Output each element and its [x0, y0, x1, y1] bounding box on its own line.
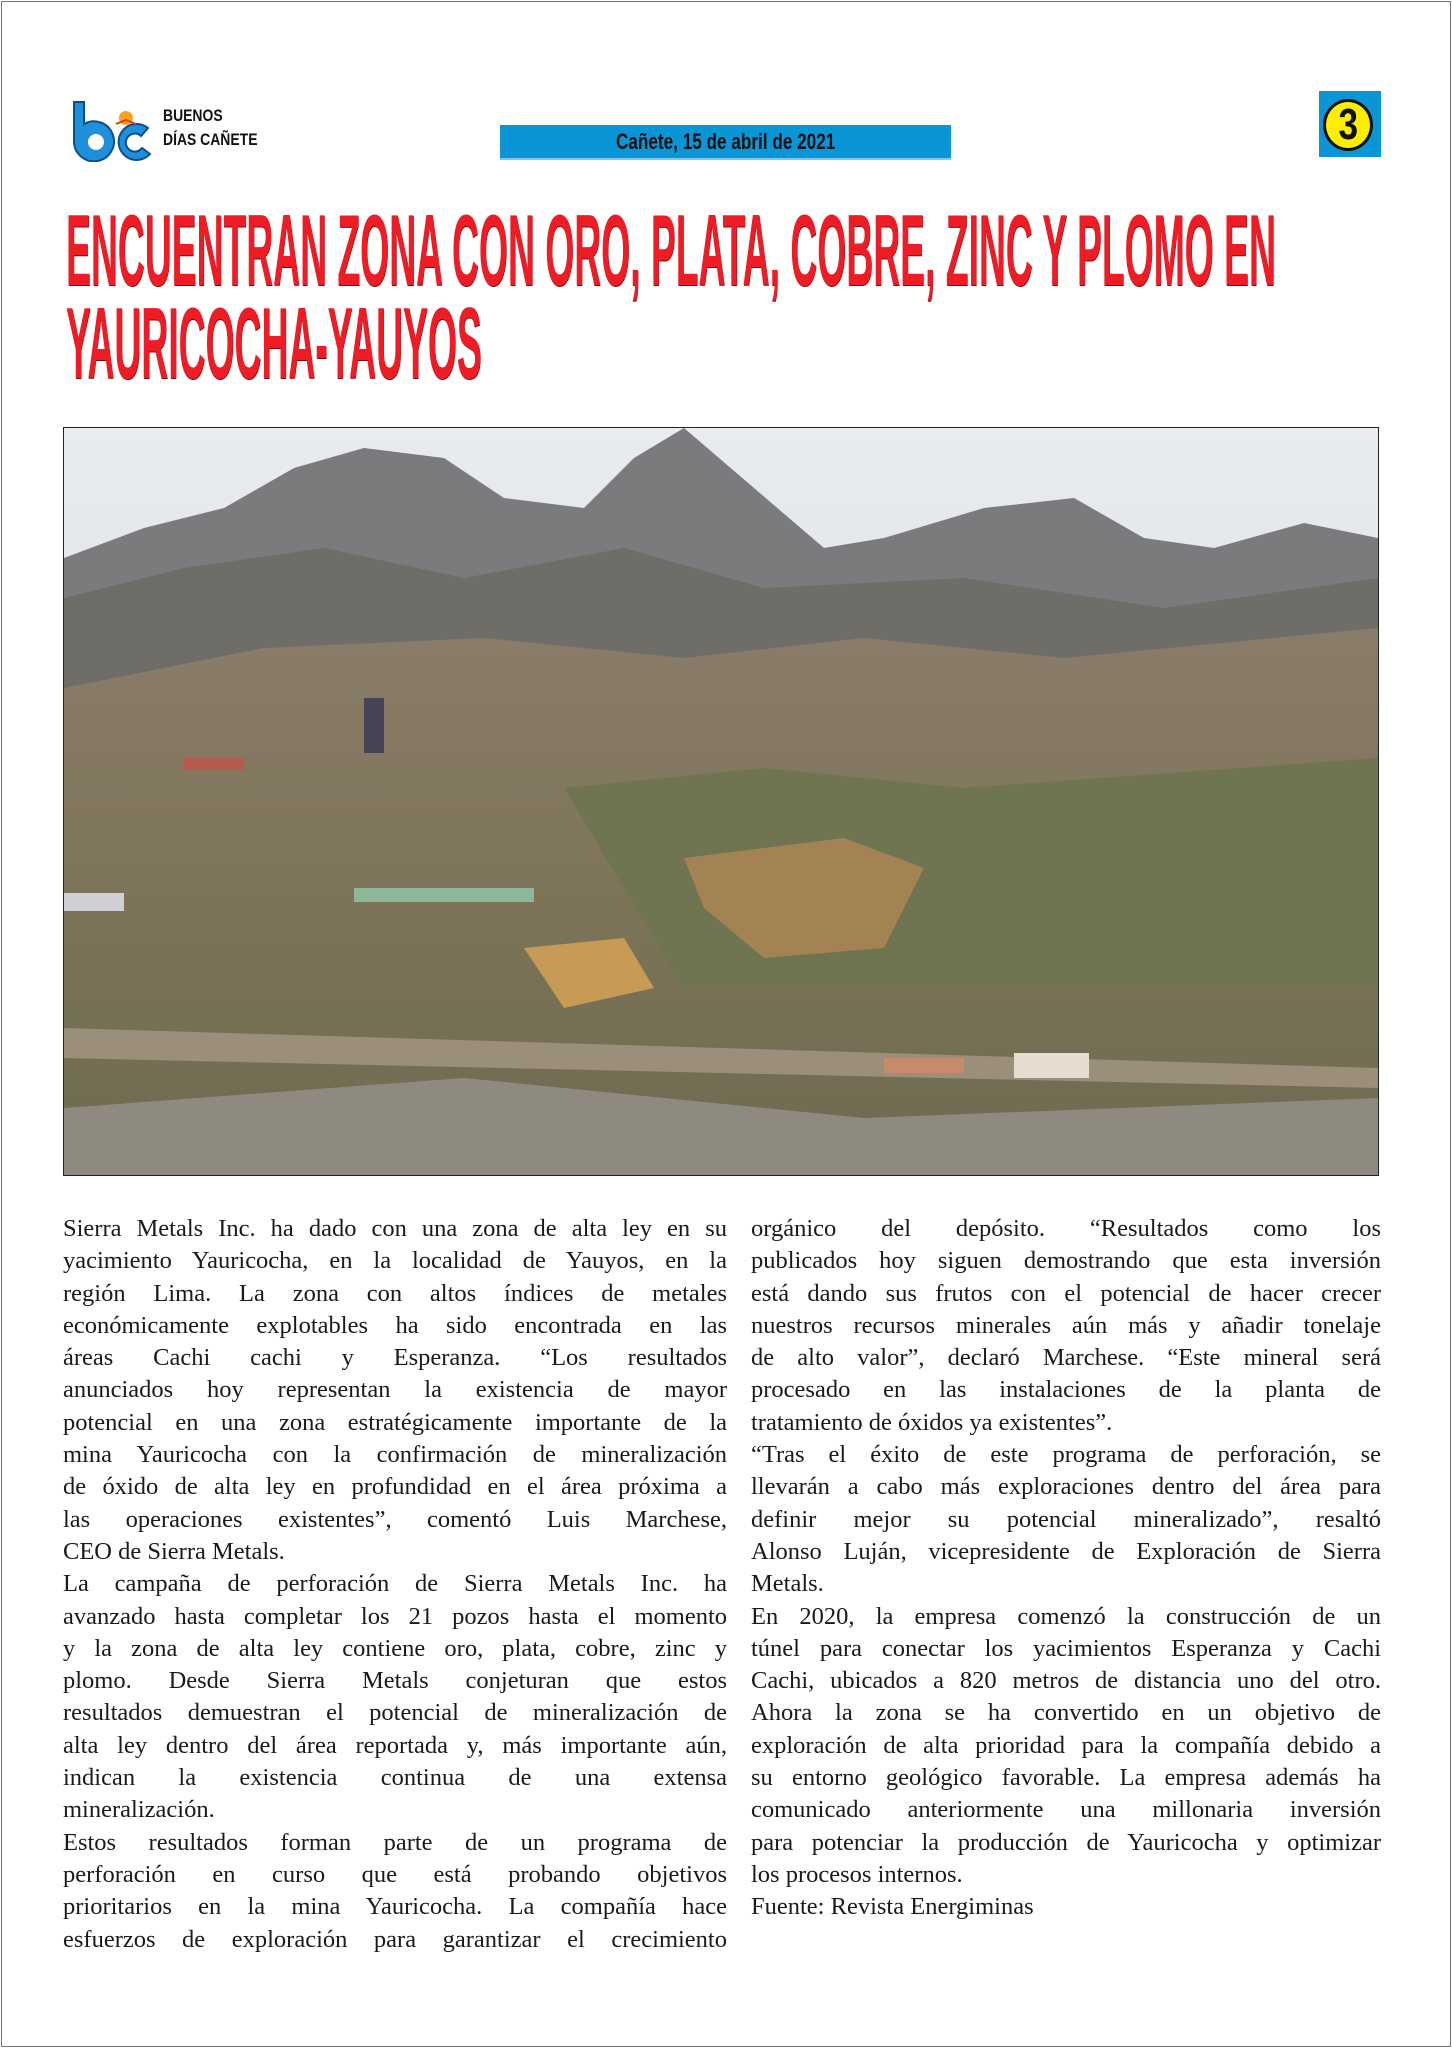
text-line: resultados demuestran el potencial de mineralización de: [63, 1699, 727, 1727]
text-line: Estos resultados forman parte de un programa de: [63, 1828, 727, 1856]
text-line: Cachi, ubicados a 820 metros de distancia uno del otro.: [751, 1667, 1381, 1695]
text-line: La campaña de perforación de Sierra Metals Inc. ha: [63, 1570, 727, 1598]
text-line: nuestros recursos minerales aún más y añadir tonelaje: [751, 1311, 1381, 1339]
text-line: túnel para conectar los yacimientos Esperanza y Cachi: [751, 1634, 1381, 1662]
page-number: 3: [1338, 100, 1358, 149]
text-line: los procesos internos.: [751, 1860, 963, 1888]
date-banner: [500, 125, 951, 160]
article-paragraph: [63, 1827, 727, 1956]
text-line: llevarán a cabo más exploraciones dentro del área para: [751, 1473, 1381, 1501]
text-line: perforación en curso que está probando objetivos: [63, 1860, 727, 1888]
text-line: potencial en una zona estratégicamente importante de la: [63, 1408, 727, 1436]
text-line: las operaciones existentes”, comentó Luis Marchese,: [63, 1505, 727, 1533]
article-column-left: [63, 1213, 727, 1956]
text-line: Metals.: [751, 1570, 824, 1598]
text-line: de alto valor”, declaró Marchese. “Este mineral será: [751, 1344, 1381, 1372]
text-line: avanzado hasta completar los 21 pozos hasta el momento: [63, 1602, 727, 1630]
headline-line-1: ENCUENTRAN ZONA CON ORO, PLATA, COBRE, ZINC Y PLOMO EN: [66, 193, 1276, 308]
text-line: alta ley dentro del área reportada y, más importante aún,: [63, 1731, 727, 1759]
brand-line-2: DÍAS CAÑETE: [163, 130, 258, 149]
text-line: En 2020, la empresa comenzó la construcción de un: [751, 1602, 1381, 1630]
text-line: esfuerzos de exploración para garantizar el crecimiento: [63, 1925, 727, 1953]
text-line: económicamente explotables ha sido encontrada en las: [63, 1311, 727, 1339]
brand-logo: [70, 98, 160, 162]
brand-name: [163, 104, 257, 152]
text-line: procesado en las instalaciones de la planta de: [751, 1376, 1381, 1404]
issue-date: Cañete, 15 de abril de 2021: [615, 129, 836, 154]
text-line: mina Yauricocha con la confirmación de mineralización: [63, 1441, 727, 1469]
mine-landscape-photo: [63, 427, 1379, 1176]
text-line: exploración de alta prioridad para la compañía debido a: [751, 1731, 1381, 1759]
article-paragraph: [751, 1213, 1381, 1439]
text-line: plomo. Desde Sierra Metals conjeturan que estos: [63, 1667, 727, 1695]
text-line: indican la existencia continua de una extensa: [63, 1764, 727, 1792]
article-paragraph: [751, 1439, 1381, 1600]
text-line: de óxido de alta ley en profundidad en el área próxima a: [63, 1473, 727, 1501]
text-line: mineralización.: [63, 1796, 215, 1824]
text-line: áreas Cachi cachi y Esperanza. “Los resultados: [63, 1344, 727, 1372]
text-line: para potenciar la producción de Yauricocha y optimizar: [751, 1828, 1381, 1856]
text-line: su entorno geológico favorable. La empresa además ha: [751, 1764, 1381, 1792]
text-line: orgánico del depósito. “Resultados como los: [751, 1215, 1381, 1242]
text-line: definir mejor su potencial mineralizado”, resaltó: [751, 1505, 1381, 1533]
text-line: Ahora la zona se ha convertido en un objetivo de: [751, 1699, 1381, 1727]
page-number-badge: [1319, 91, 1381, 157]
text-line: yacimiento Yauricocha, en la localidad de Yauyos, en la: [63, 1247, 727, 1275]
text-line: y la zona de alta ley contiene oro, plata, cobre, zinc y: [63, 1634, 727, 1662]
article-paragraph: [751, 1601, 1381, 1892]
article-paragraph: [63, 1213, 727, 1568]
text-line: “Tras el éxito de este programa de perforación, se: [751, 1441, 1381, 1469]
article-column-right: [751, 1213, 1381, 1924]
brand-line-1: BUENOS: [163, 106, 223, 125]
text-line: prioritarios en la mina Yauricocha. La compañía hace: [63, 1893, 727, 1921]
text-line: Fuente: Revista Energiminas: [751, 1893, 1034, 1921]
text-line: tratamiento de óxidos ya existentes”.: [751, 1408, 1113, 1436]
text-line: está dando sus frutos con el potencial de hacer crecer: [751, 1279, 1381, 1307]
article-paragraph: [63, 1568, 727, 1826]
text-line: región Lima. La zona con altos índices de metales: [63, 1279, 727, 1307]
text-line: CEO de Sierra Metals.: [63, 1537, 285, 1565]
text-line: comunicado anteriormente una millonaria inversión: [751, 1796, 1381, 1824]
article-paragraph: [751, 1891, 1381, 1923]
text-line: publicados hoy siguen demostrando que esta inversión: [751, 1247, 1381, 1275]
text-line: Alonso Luján, vicepresidente de Exploración de Sierra: [751, 1537, 1381, 1565]
text-line: anunciados hoy representan la existencia de mayor: [63, 1376, 727, 1404]
text-line: Sierra Metals Inc. ha dado con una zona de alta ley en su: [63, 1215, 727, 1242]
headline-line-2: YAURICOCHA-YAUYOS: [66, 286, 482, 401]
